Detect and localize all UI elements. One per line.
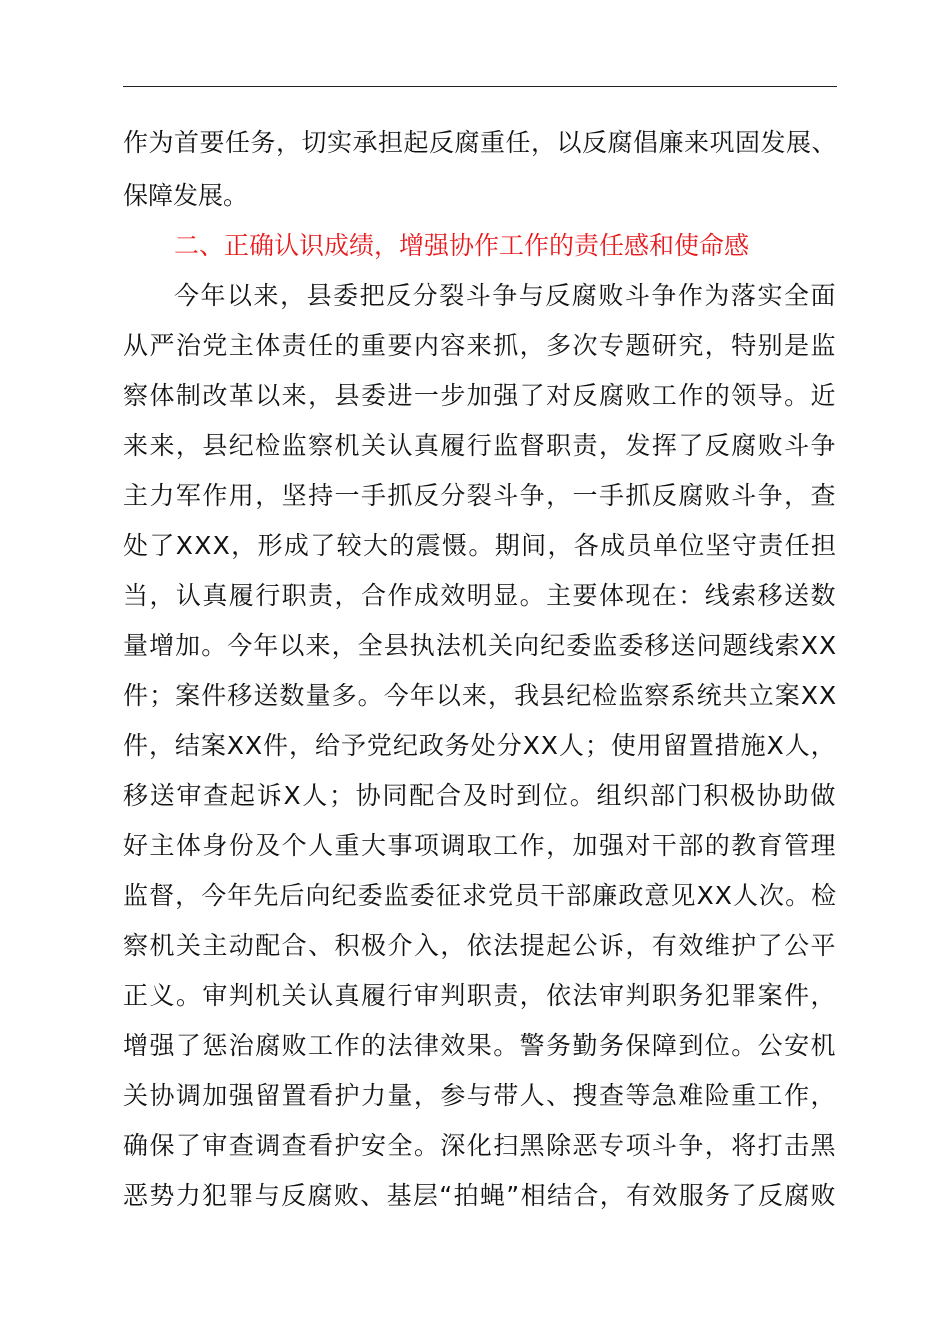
text-line: 监督，今年先后向纪委监委征求党员干部廉政意见XX人次。检 [123, 881, 838, 910]
text-line: 察机关主动配合、积极介入，依法提起公诉，有效维护了公平 [123, 931, 838, 960]
text-line: 件；案件移送数量多。今年以来，我县纪检监察系统共立案XX [123, 681, 838, 710]
paragraph-first-line: 今年以来，县委把反分裂斗争与反腐败斗争作为落实全面 [174, 281, 838, 310]
text-line: 关协调加强留置看护力量，参与带人、搜查等急难险重工作， [123, 1081, 838, 1110]
text-line: 正义。审判机关认真履行审判职责，依法审判职务犯罪案件， [123, 981, 838, 1010]
text-line: 主力军作用，坚持一手抓反分裂斗争，一手抓反腐败斗争，查 [123, 481, 838, 510]
header-rule [123, 86, 837, 87]
text-line: 好主体身份及个人重大事项调取工作，加强对干部的教育管理 [123, 831, 838, 860]
text-line: 移送审查起诉X人；协同配合及时到位。组织部门积极协助做 [123, 781, 838, 810]
section-heading: 二、正确认识成绩，增强协作工作的责任感和使命感 [174, 231, 750, 260]
text-line: 作为首要任务，切实承担起反腐重任，以反腐倡廉来巩固发展、 [123, 128, 838, 157]
text-line: 来来，县纪检监察机关认真履行监督职责，发挥了反腐败斗争 [123, 431, 838, 460]
text-line: 当，认真履行职责，合作成效明显。主要体现在：线索移送数 [123, 581, 838, 610]
text-line: 量增加。今年以来，全县执法机关向纪委监委移送问题线索XX [123, 631, 838, 660]
text-line: 件，结案XX件，给予党纪政务处分XX人；使用留置措施X人， [123, 731, 837, 760]
text-line: 恶势力犯罪与反腐败、基层“拍蝇”相结合，有效服务了反腐败 [123, 1181, 837, 1210]
text-line: 保障发展。 [123, 181, 249, 210]
text-line: 察体制改革以来，县委进一步加强了对反腐败工作的领导。近 [123, 381, 838, 410]
text-line: 增强了惩治腐败工作的法律效果。警务勤务保障到位。公安机 [123, 1031, 838, 1060]
text-line: 确保了审查调查看护安全。深化扫黑除恶专项斗争，将打击黑 [123, 1131, 838, 1160]
text-line: 处了XXX，形成了较大的震慑。期间，各成员单位坚守责任担 [123, 531, 838, 560]
text-line: 从严治党主体责任的重要内容来抓，多次专题研究，特别是监 [123, 331, 838, 360]
